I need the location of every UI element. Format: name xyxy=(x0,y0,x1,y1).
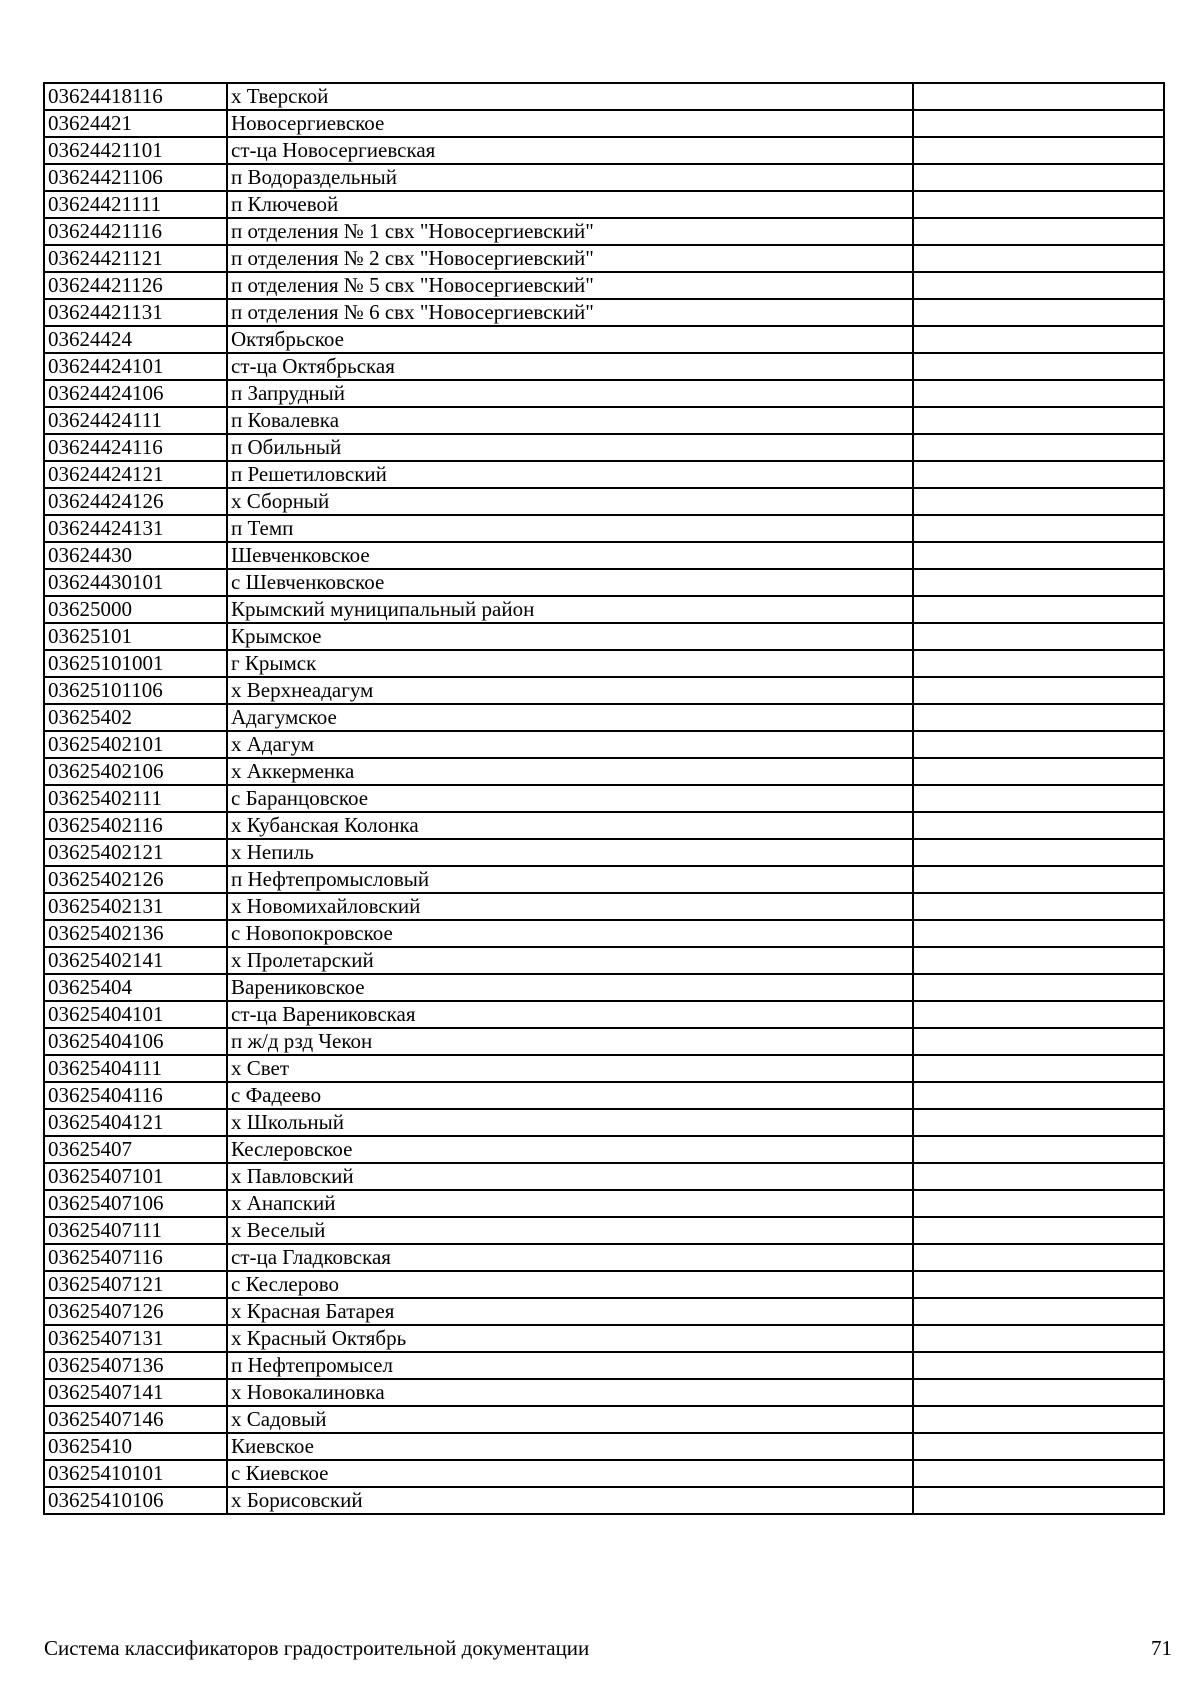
note-cell xyxy=(913,164,1164,191)
note-cell xyxy=(913,974,1164,1001)
code-cell: 03625402116 xyxy=(44,812,227,839)
name-cell: ст-ца Гладковская xyxy=(227,1244,913,1271)
code-cell: 03625404 xyxy=(44,974,227,1001)
table-row xyxy=(44,434,1164,461)
table-row xyxy=(44,569,1164,596)
table-row xyxy=(44,1244,1164,1271)
table-row xyxy=(44,461,1164,488)
note-cell xyxy=(913,893,1164,920)
table-row xyxy=(44,218,1164,245)
name-cell: х Тверской xyxy=(227,83,913,110)
code-cell: 03624421131 xyxy=(44,299,227,326)
name-cell: х Новомихайловский xyxy=(227,893,913,920)
note-cell xyxy=(913,245,1164,272)
note-cell xyxy=(913,218,1164,245)
code-cell: 03625407116 xyxy=(44,1244,227,1271)
name-cell: х Веселый xyxy=(227,1217,913,1244)
table-row xyxy=(44,893,1164,920)
name-cell: ст-ца Октябрьская xyxy=(227,353,913,380)
table-row xyxy=(44,299,1164,326)
name-cell: Октябрьское xyxy=(227,326,913,353)
name-cell: п ж/д рзд Чекон xyxy=(227,1028,913,1055)
code-cell: 03625402131 xyxy=(44,893,227,920)
code-cell: 03625410101 xyxy=(44,1460,227,1487)
note-cell xyxy=(913,488,1164,515)
name-cell: х Сборный xyxy=(227,488,913,515)
name-cell: п Решетиловский xyxy=(227,461,913,488)
name-cell: с Фадеево xyxy=(227,1082,913,1109)
code-cell: 03625404106 xyxy=(44,1028,227,1055)
note-cell xyxy=(913,569,1164,596)
name-cell: х Непиль xyxy=(227,839,913,866)
note-cell xyxy=(913,947,1164,974)
table-row xyxy=(44,1028,1164,1055)
code-cell: 03625407101 xyxy=(44,1163,227,1190)
name-cell: х Новокалиновка xyxy=(227,1379,913,1406)
table-row xyxy=(44,488,1164,515)
name-cell: х Аккерменка xyxy=(227,758,913,785)
code-cell: 03624421106 xyxy=(44,164,227,191)
note-cell xyxy=(913,1028,1164,1055)
name-cell: Кеслеровское xyxy=(227,1136,913,1163)
code-cell: 03625407126 xyxy=(44,1298,227,1325)
code-cell: 03625101 xyxy=(44,623,227,650)
note-cell xyxy=(913,758,1164,785)
name-cell: х Школьный xyxy=(227,1109,913,1136)
code-cell: 03625402 xyxy=(44,704,227,731)
code-cell: 03624421111 xyxy=(44,191,227,218)
note-cell xyxy=(913,515,1164,542)
code-cell: 03624424111 xyxy=(44,407,227,434)
code-cell: 03625410106 xyxy=(44,1487,227,1514)
table-row xyxy=(44,1109,1164,1136)
table-row xyxy=(44,353,1164,380)
code-cell: 03625402101 xyxy=(44,731,227,758)
code-cell: 03625404121 xyxy=(44,1109,227,1136)
code-cell: 03625402111 xyxy=(44,785,227,812)
note-cell xyxy=(913,731,1164,758)
code-cell: 03625101106 xyxy=(44,677,227,704)
note-cell xyxy=(913,353,1164,380)
note-cell xyxy=(913,407,1164,434)
name-cell: п Ковалевка xyxy=(227,407,913,434)
table-row xyxy=(44,110,1164,137)
table-row xyxy=(44,245,1164,272)
name-cell: х Верхнеадагум xyxy=(227,677,913,704)
note-cell xyxy=(913,272,1164,299)
code-cell: 03624421116 xyxy=(44,218,227,245)
code-cell: 03624430101 xyxy=(44,569,227,596)
page-number: 71 xyxy=(1151,1636,1172,1660)
name-cell: Крымское xyxy=(227,623,913,650)
table-row xyxy=(44,839,1164,866)
code-cell: 03625407111 xyxy=(44,1217,227,1244)
name-cell: х Красный Октябрь xyxy=(227,1325,913,1352)
table-row xyxy=(44,1217,1164,1244)
table-row xyxy=(44,1082,1164,1109)
name-cell: п отделения № 2 свх "Новосергиевский" xyxy=(227,245,913,272)
note-cell xyxy=(913,542,1164,569)
name-cell: Киевское xyxy=(227,1433,913,1460)
code-cell: 03624424121 xyxy=(44,461,227,488)
table-row xyxy=(44,758,1164,785)
code-cell: 03624424 xyxy=(44,326,227,353)
table-row xyxy=(44,1055,1164,1082)
table-row xyxy=(44,1352,1164,1379)
code-cell: 03624430 xyxy=(44,542,227,569)
name-cell: Крымский муниципальный район xyxy=(227,596,913,623)
code-cell: 03624421101 xyxy=(44,137,227,164)
note-cell xyxy=(913,650,1164,677)
table-row xyxy=(44,1460,1164,1487)
code-cell: 03625404101 xyxy=(44,1001,227,1028)
code-cell: 03624421 xyxy=(44,110,227,137)
note-cell xyxy=(913,326,1164,353)
table-row xyxy=(44,1298,1164,1325)
table-row xyxy=(44,650,1164,677)
note-cell xyxy=(913,1487,1164,1514)
name-cell: п Темп xyxy=(227,515,913,542)
table-row xyxy=(44,1325,1164,1352)
note-cell xyxy=(913,704,1164,731)
name-cell: ст-ца Варениковская xyxy=(227,1001,913,1028)
note-cell xyxy=(913,1082,1164,1109)
code-cell: 03625407131 xyxy=(44,1325,227,1352)
name-cell: х Борисовский xyxy=(227,1487,913,1514)
note-cell xyxy=(913,461,1164,488)
code-cell: 03625402136 xyxy=(44,920,227,947)
code-cell: 03625407136 xyxy=(44,1352,227,1379)
table-row xyxy=(44,866,1164,893)
footer-title: Система классификаторов градостроительной документации xyxy=(44,1636,590,1660)
note-cell xyxy=(913,1055,1164,1082)
name-cell: х Кубанская Колонка xyxy=(227,812,913,839)
code-cell: 03625410 xyxy=(44,1433,227,1460)
table-row xyxy=(44,1487,1164,1514)
code-cell: 03625000 xyxy=(44,596,227,623)
note-cell xyxy=(913,839,1164,866)
table-row xyxy=(44,380,1164,407)
code-cell: 03625402126 xyxy=(44,866,227,893)
code-cell: 03625407 xyxy=(44,1136,227,1163)
table-row xyxy=(44,1406,1164,1433)
name-cell: п Обильный xyxy=(227,434,913,461)
name-cell: с Баранцовское xyxy=(227,785,913,812)
code-cell: 03624424116 xyxy=(44,434,227,461)
classifier-table-body xyxy=(44,83,1164,1514)
table-row xyxy=(44,947,1164,974)
note-cell xyxy=(913,1433,1164,1460)
note-cell xyxy=(913,866,1164,893)
code-cell: 03624424131 xyxy=(44,515,227,542)
note-cell xyxy=(913,380,1164,407)
name-cell: х Красная Батарея xyxy=(227,1298,913,1325)
table-row xyxy=(44,704,1164,731)
table-row xyxy=(44,1271,1164,1298)
note-cell xyxy=(913,920,1164,947)
table-row xyxy=(44,1190,1164,1217)
note-cell xyxy=(913,785,1164,812)
table-row xyxy=(44,191,1164,218)
note-cell xyxy=(913,1379,1164,1406)
note-cell xyxy=(913,83,1164,110)
name-cell: Шевченковское xyxy=(227,542,913,569)
note-cell xyxy=(913,1460,1164,1487)
note-cell xyxy=(913,299,1164,326)
note-cell xyxy=(913,623,1164,650)
name-cell: п Ключевой xyxy=(227,191,913,218)
table-row xyxy=(44,1163,1164,1190)
table-row xyxy=(44,407,1164,434)
table-row xyxy=(44,1136,1164,1163)
table-row xyxy=(44,812,1164,839)
table-row xyxy=(44,83,1164,110)
note-cell xyxy=(913,1001,1164,1028)
classifier-table xyxy=(43,82,1165,1515)
code-cell: 03625101001 xyxy=(44,650,227,677)
name-cell: п отделения № 5 свх "Новосергиевский" xyxy=(227,272,913,299)
note-cell xyxy=(913,1406,1164,1433)
code-cell: 03624424126 xyxy=(44,488,227,515)
table-row xyxy=(44,542,1164,569)
note-cell xyxy=(913,677,1164,704)
table-row xyxy=(44,596,1164,623)
code-cell: 03625402141 xyxy=(44,947,227,974)
note-cell xyxy=(913,110,1164,137)
name-cell: п Нефтепромысловый xyxy=(227,866,913,893)
note-cell xyxy=(913,137,1164,164)
name-cell: Новосергиевское xyxy=(227,110,913,137)
name-cell: х Анапский xyxy=(227,1190,913,1217)
table-row xyxy=(44,515,1164,542)
table-row xyxy=(44,164,1164,191)
note-cell xyxy=(913,812,1164,839)
code-cell: 03624418116 xyxy=(44,83,227,110)
note-cell xyxy=(913,1190,1164,1217)
name-cell: х Павловский xyxy=(227,1163,913,1190)
name-cell: х Садовый xyxy=(227,1406,913,1433)
note-cell xyxy=(913,1217,1164,1244)
table-row xyxy=(44,1001,1164,1028)
name-cell: с Киевское xyxy=(227,1460,913,1487)
code-cell: 03625407141 xyxy=(44,1379,227,1406)
note-cell xyxy=(913,1163,1164,1190)
code-cell: 03625407106 xyxy=(44,1190,227,1217)
code-cell: 03625404116 xyxy=(44,1082,227,1109)
note-cell xyxy=(913,1271,1164,1298)
code-cell: 03625407121 xyxy=(44,1271,227,1298)
name-cell: п Нефтепромысел xyxy=(227,1352,913,1379)
name-cell: п отделения № 6 свх "Новосергиевский" xyxy=(227,299,913,326)
code-cell: 03624424101 xyxy=(44,353,227,380)
name-cell: Варениковское xyxy=(227,974,913,1001)
note-cell xyxy=(913,1352,1164,1379)
name-cell: с Новопокровское xyxy=(227,920,913,947)
name-cell: ст-ца Новосергиевская xyxy=(227,137,913,164)
name-cell: х Адагум xyxy=(227,731,913,758)
note-cell xyxy=(913,1325,1164,1352)
code-cell: 03625402121 xyxy=(44,839,227,866)
table-row xyxy=(44,1379,1164,1406)
name-cell: п Водораздельный xyxy=(227,164,913,191)
name-cell: с Шевченковское xyxy=(227,569,913,596)
name-cell: с Кеслерово xyxy=(227,1271,913,1298)
note-cell xyxy=(913,1109,1164,1136)
table-row xyxy=(44,920,1164,947)
note-cell xyxy=(913,1244,1164,1271)
code-cell: 03625402106 xyxy=(44,758,227,785)
note-cell xyxy=(913,191,1164,218)
name-cell: х Свет xyxy=(227,1055,913,1082)
note-cell xyxy=(913,434,1164,461)
name-cell: п Запрудный xyxy=(227,380,913,407)
note-cell xyxy=(913,596,1164,623)
name-cell: х Пролетарский xyxy=(227,947,913,974)
code-cell: 03624424106 xyxy=(44,380,227,407)
code-cell: 03625407146 xyxy=(44,1406,227,1433)
name-cell: п отделения № 1 свх "Новосергиевский" xyxy=(227,218,913,245)
code-cell: 03625404111 xyxy=(44,1055,227,1082)
name-cell: г Крымск xyxy=(227,650,913,677)
name-cell: Адагумское xyxy=(227,704,913,731)
table-row xyxy=(44,974,1164,1001)
table-row xyxy=(44,785,1164,812)
code-cell: 03624421126 xyxy=(44,272,227,299)
note-cell xyxy=(913,1136,1164,1163)
table-row xyxy=(44,272,1164,299)
note-cell xyxy=(913,1298,1164,1325)
table-row xyxy=(44,731,1164,758)
table-row xyxy=(44,326,1164,353)
table-row xyxy=(44,677,1164,704)
table-row xyxy=(44,137,1164,164)
table-row xyxy=(44,1433,1164,1460)
code-cell: 03624421121 xyxy=(44,245,227,272)
table-row xyxy=(44,623,1164,650)
